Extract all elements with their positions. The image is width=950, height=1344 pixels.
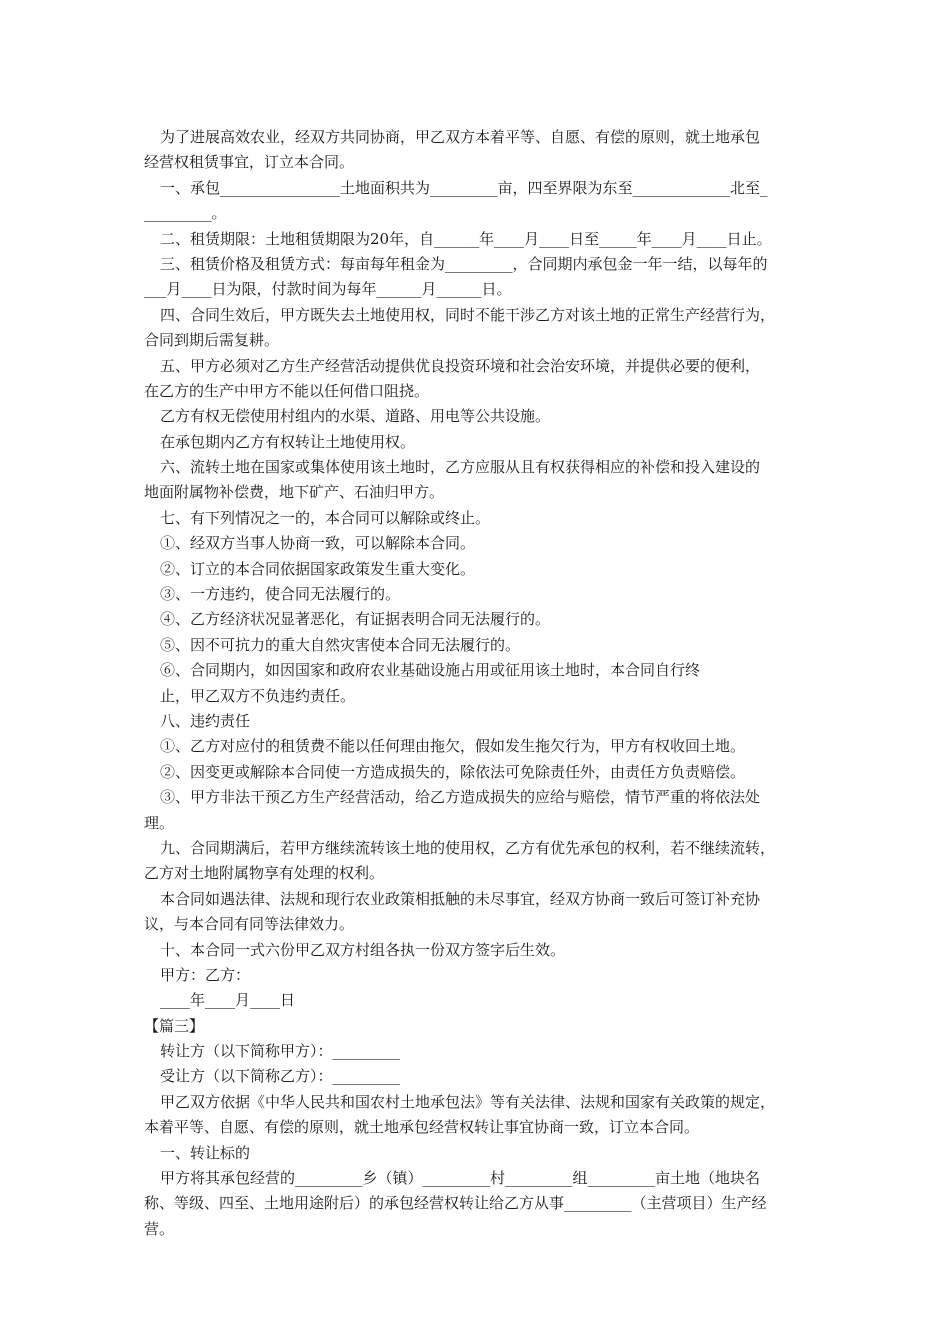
text-line: 经营权租赁事宜，订立本合同。 <box>144 153 355 172</box>
text-line: 合同到期后需复耕。 <box>144 331 280 350</box>
text-line: 乙方有权无偿使用村组内的水渠、道路、用电等公共设施。 <box>160 407 551 426</box>
text-line: ___月____日为限，付款时间为每年______月______日。 <box>144 280 512 299</box>
text-line: 理。 <box>144 813 175 832</box>
text-line: 甲方将其承包经营的_________乡（镇）_________村_________组_________亩土地（地块名 <box>160 1169 761 1188</box>
text-line: 九、合同期满后，若甲方继续流转该土地的使用权，乙方有优先承包的权利，若不继续流转， <box>160 838 776 857</box>
text-line: ②、因变更或解除本合同使一方造成损失的，除依法可免除责任外，由责任方负责赔偿。 <box>160 762 746 781</box>
text-line: 受让方（以下简称乙方）：_________ <box>160 1067 401 1086</box>
text-line: ③、甲方非法干预乙方生产经营活动，给乙方造成损失的应给与赔偿，情节严重的将依法处 <box>160 788 761 807</box>
text-line: 一、转让标的 <box>160 1143 251 1162</box>
text-line: 在承包期内乙方有权转让土地使用权。 <box>160 432 416 451</box>
text-line: 本合同如遇法律、法规和现行农业政策相抵触的未尽事宜，经双方协商一致后可签订补充协 <box>160 889 761 908</box>
text-line: ①、乙方对应付的租赁费不能以任何理由拖欠，假如发生拖欠行为，甲方有权收回土地。 <box>160 737 746 756</box>
text-line: 七、有下列情况之一的，本合同可以解除或终止。 <box>160 508 491 527</box>
text-line: 在乙方的生产中甲方不能以任何借口阻挠。 <box>144 381 430 400</box>
text-line: 为了进展高效农业，经双方共同协商，甲乙双方本着平等、自愿、有偿的原则，就土地承包 <box>160 128 761 146</box>
text-line: 乙方对土地附属物享有处理的权利。 <box>144 864 385 883</box>
text-line: 一、承包________________土地面积共为_________亩，四至界限为东至_____________北至_ <box>160 178 768 197</box>
document-page <box>144 125 812 1242</box>
text-line: 四、合同生效后，甲方既失去土地使用权，同时不能干涉乙方对该土地的正常生产经营行为， <box>160 305 776 324</box>
text-line: 八、违约责任 <box>160 711 251 730</box>
text-line: _________。 <box>144 204 227 223</box>
text-line: 本着平等、自愿、有偿的原则，就土地承包经营权转让事宜协商一致，订立本合同。 <box>144 1118 700 1137</box>
text-line: ①、经双方当事人协商一致，可以解除本合同。 <box>160 534 476 553</box>
text-line: 称、等级、四至、土地用途附后）的承包经营权转让给乙方从事_________（主营项目）生产经 <box>144 1194 767 1213</box>
text-line: ⑥、合同期内，如因国家和政府农业基础设施占用或征用该土地时，本合同自行终 <box>160 661 701 680</box>
text-line: 五、甲方必须对乙方生产经营活动提供优良投资环境和社会治安环境，并提供必要的便利， <box>160 356 761 375</box>
text-line: 十、本合同一式六份甲乙双方村组各执一份双方签字后生效。 <box>160 940 566 959</box>
text-line: 六、流转土地在国家或集体使用该土地时，乙方应服从且有权获得相应的补偿和投入建设的 <box>160 458 761 477</box>
text-line: ③、一方违约，使合同无法履行的。 <box>160 585 401 604</box>
text-line: ④、乙方经济状况显著恶化，有证据表明合同无法履行的。 <box>160 610 551 629</box>
text-line: 营。 <box>144 1219 175 1238</box>
text-line: ⑤、因不可抗力的重大自然灾害使本合同无法履行的。 <box>160 635 521 654</box>
text-line: ②、订立的本合同依据国家政策发生重大变化。 <box>160 559 476 578</box>
text-line: 转让方（以下简称甲方）：_________ <box>160 1042 401 1061</box>
text-line: 甲乙双方依据《中华人民共和国农村土地承包法》等有关法律、法规和国家有关政策的规定， <box>160 1092 776 1111</box>
text-line: ____年____月____日 <box>160 991 296 1010</box>
text-line: 二、租赁期限：土地租赁期限为20年，自______年____月____日至_____年____月____日止。 <box>160 229 772 248</box>
text-line: 【篇三】 <box>144 1016 205 1035</box>
text-line: 止，甲乙双方不负违约责任。 <box>160 686 356 705</box>
text-line: 议，与本合同有同等法律效力。 <box>144 915 355 934</box>
text-line: 地面附属物补偿费，地下矿产、石油归甲方。 <box>144 483 445 502</box>
text-line: 三、租赁价格及租赁方式：每亩每年租金为_________，合同期内承包金一年一结，以每年的 <box>160 254 768 273</box>
text-line: 甲方：乙方： <box>160 965 251 984</box>
